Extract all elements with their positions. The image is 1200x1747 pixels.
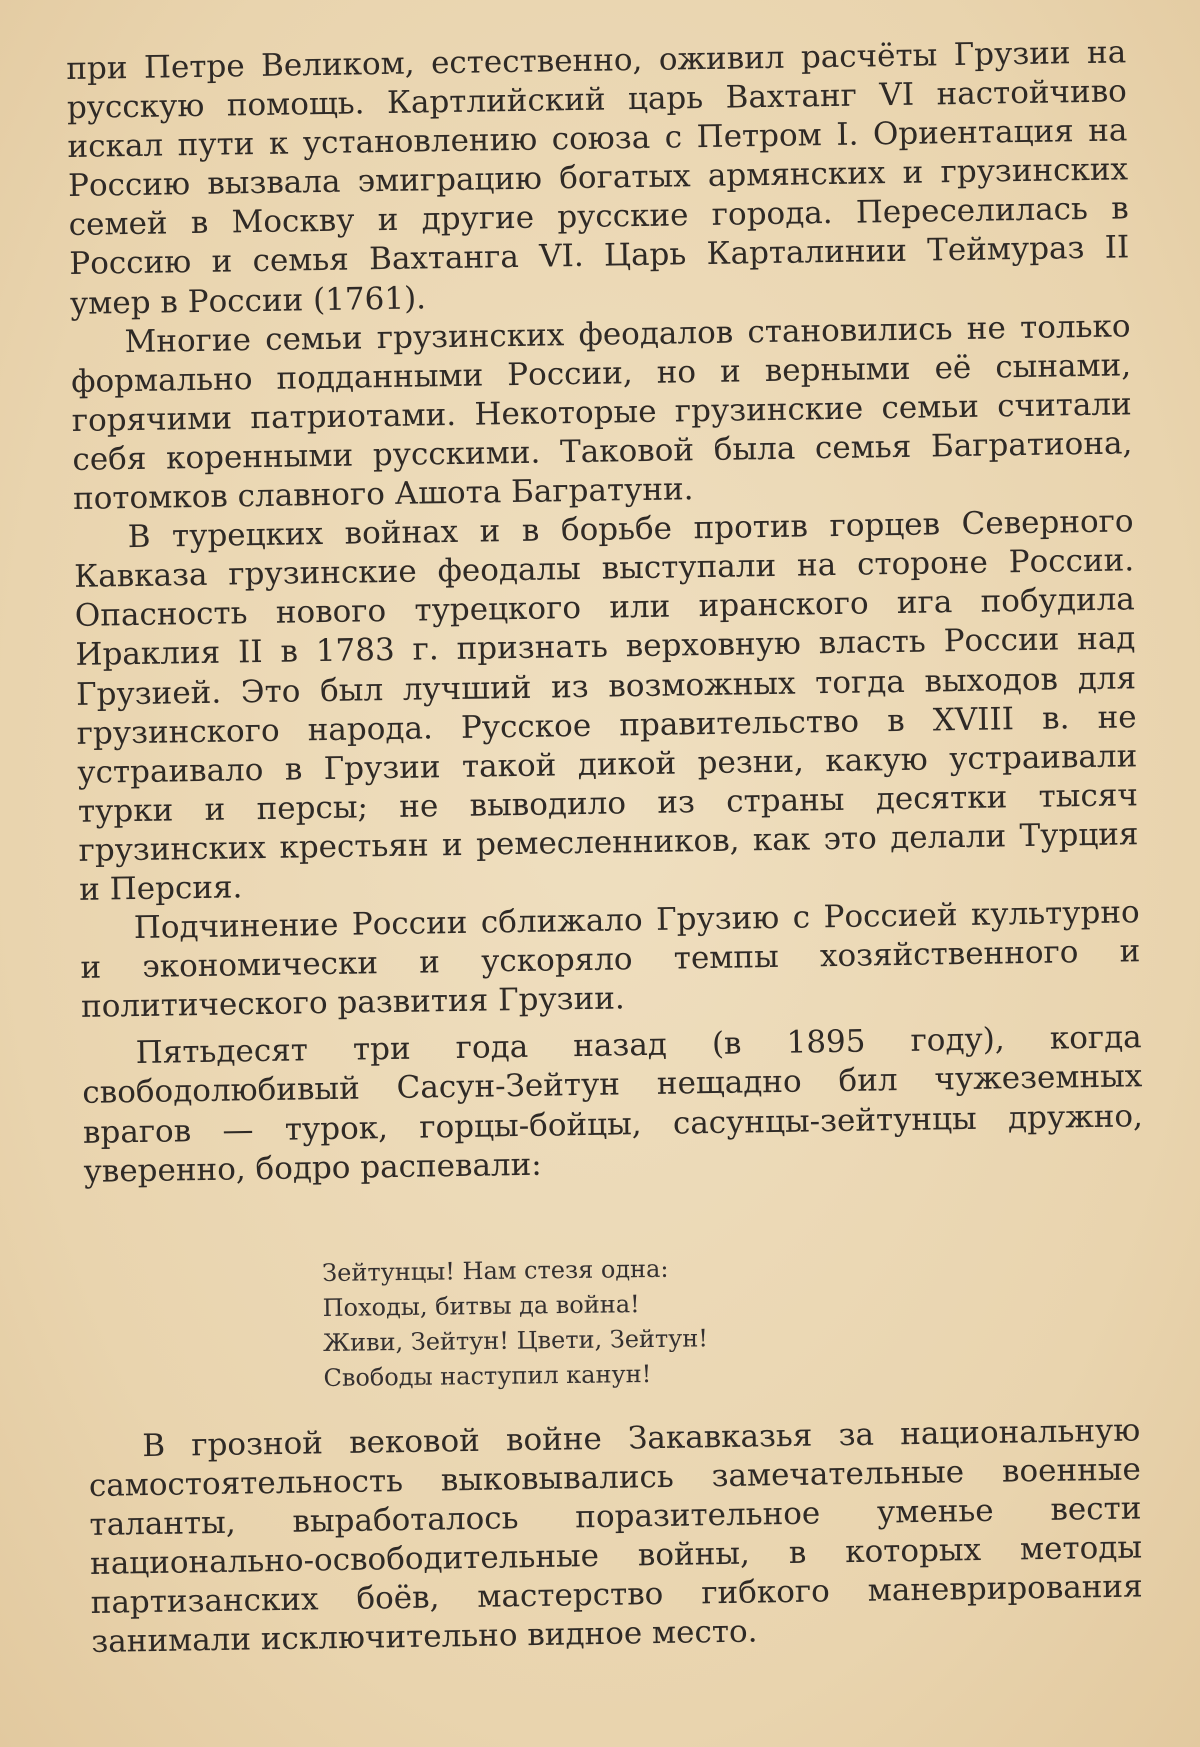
poem-line: Свободы наступил канун! bbox=[323, 1359, 652, 1392]
paragraph-continuation: при Петре Великом, естественно, оживил расчёты Грузии на русскую помощь. Картлийский царь Вахтанг VI настойчиво искал пути к установлению союза с Петром I. Ориентация на Россию вызвала эмиграцию богатых армянских и грузинских семей в Москву и другие русские города. Переселилась в Россию и семья Вахтанга VI. Царь Карталинии Теймураз II умер в России (1761). bbox=[66, 34, 1130, 322]
poem-line: Походы, битвы да война! bbox=[322, 1290, 640, 1322]
poem-line: Зейтунцы! Нам стезя одна: bbox=[322, 1254, 669, 1287]
closing-text bbox=[88, 1411, 1144, 1661]
paragraph-georgian-families: Многие семьи грузинских феодалов становились не только формально подданными России, но и верными её сынами, горячими патриотами. Некоторые грузинские семьи считали себя коренными русскими. Таковой была семья Багратиона, потомков славного Ашота Багратуни. bbox=[70, 307, 1133, 517]
poem-verse bbox=[322, 1251, 709, 1396]
paragraph-closing: В грозной вековой войне Закавказья за национальную самостоятельность выковывались замечательные военные таланты, выработалось поразительное уменье вести национально-освободительные войны, в которых методы партизанских боёв, мастерство гибкого маневрирования занимали исключительно видное место. bbox=[88, 1412, 1143, 1660]
paragraph-sasun-zeitun: Пятьдесят три года назад (в 1895 году), когда свободолюбивый Сасун-Зейтун нещадно бил чужеземных врагов — турок, горцы-бойцы, сасунцы-зейтунцы дружно, уверенно, бодро распевали: bbox=[82, 1019, 1144, 1190]
paragraph-subordination: Подчинение России сближало Грузию с Россией культурно и экономически и ускоряло темпы хозяйственного и политического развития Грузии. bbox=[80, 894, 1141, 1026]
paragraph-turkish-wars: В турецких войнах и в борьбе против горцев Северного Кавказа грузинские феодалы выступали на стороне России. Опасность нового турецкого или иранского ига побудила Ираклия II в 1783 г. признать верховную власть России над Грузией. Это был лучший из возможных тогда выходов для грузинского народа. Русское правительство в XVIII в. не устраивало в Грузии такой дикой резни, какую устраивали турки и персы; не выводило из страны десятки тысяч грузинских крестьян и ремесленников, как это делали Турция и Персия. bbox=[73, 503, 1139, 908]
main-text bbox=[66, 33, 1144, 1191]
poem-line: Живи, Зейтун! Цвети, Зейтун! bbox=[322, 1324, 709, 1357]
